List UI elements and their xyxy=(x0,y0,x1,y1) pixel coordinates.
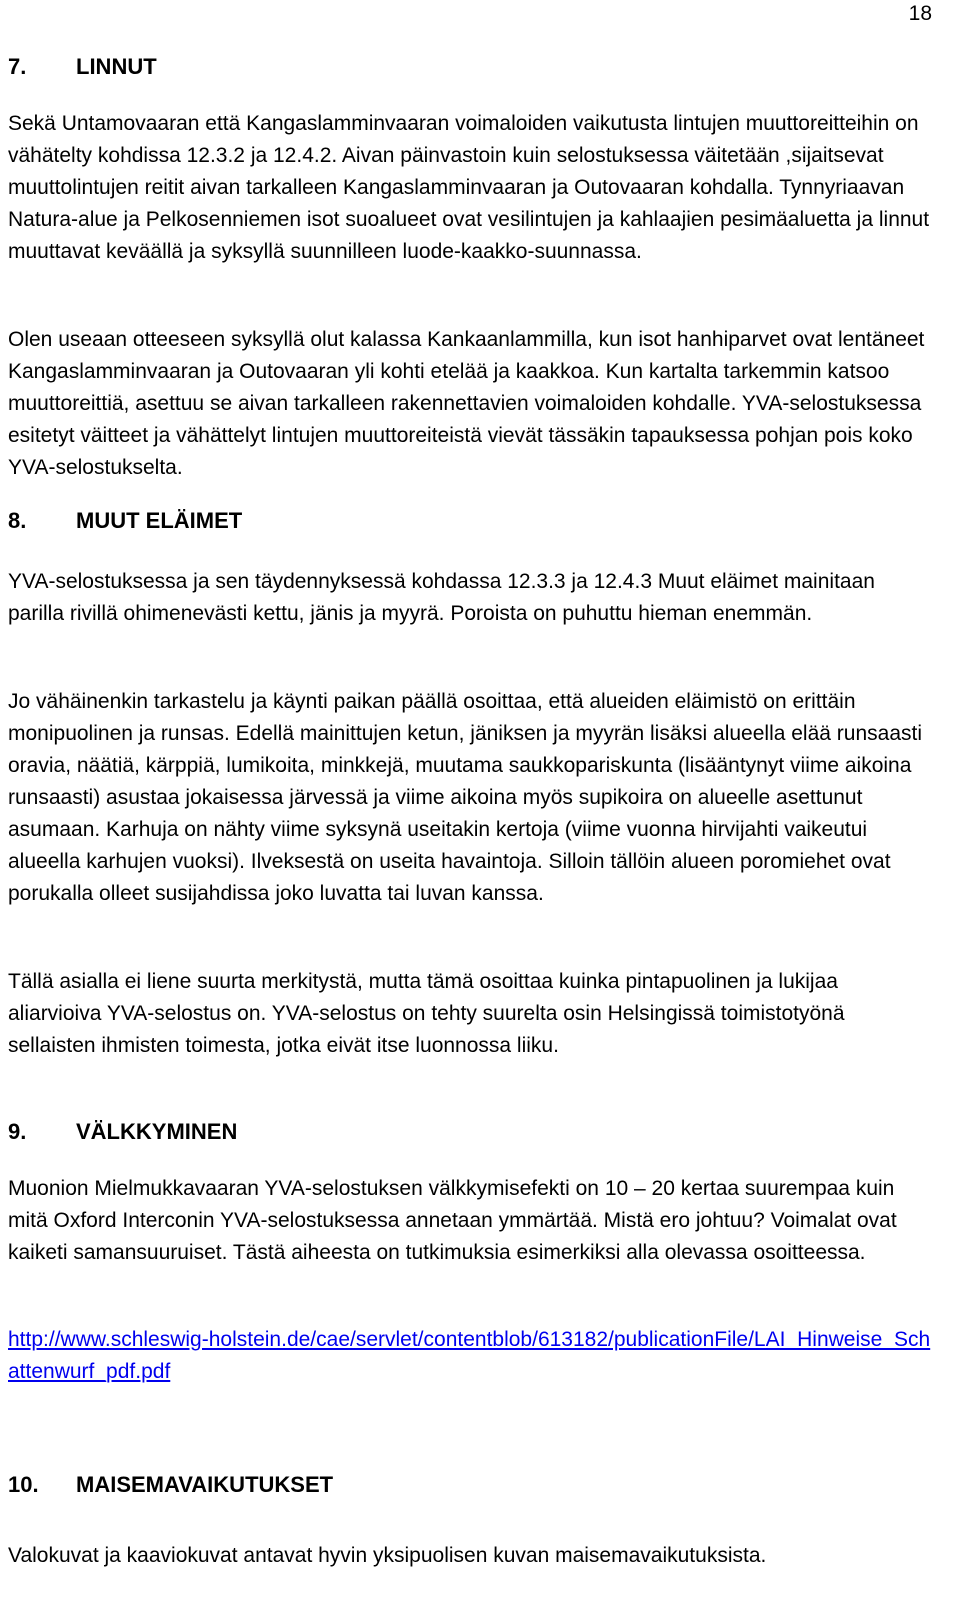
paragraph: Valokuvat ja kaaviokuvat antavat hyvin yksipuolisen kuvan maisemavaikutuksista. xyxy=(8,1544,767,1567)
section-heading-8 xyxy=(8,508,242,534)
paragraph: YVA-selostuksessa ja sen täydennyksessä kohdassa 12.3.3 ja 12.4.3 Muut eläimet mainitaan parilla rivillä ohimenevästi kettu, jänis ja myyrä. Poroista on puhuttu hieman enemmän. xyxy=(8,570,875,625)
paragraph: Sekä Untamovaaran että Kangaslamminvaaran voimaloiden vaikutusta lintujen muuttoreitteihin on vähätelty kohdissa 12.3.2 ja 12.4.2. Aivan päinvastoin kuin selostuksessa väitetään ,sijaitsevat muuttolintujen reitit aivan tarkalleen Kangaslamminvaaran ja Outovaaran kohdalla. Tynnyriaavan Natura-alue ja Pelkosenniemen isot suoalueet ovat vesilintujen ja kahlaajien pesimäaluetta ja linnut muuttavat keväällä ja syksyllä suunnilleen luode-kaakko-suunnassa. xyxy=(8,112,930,263)
page-number: 18 xyxy=(908,2,932,25)
section-title: MUUT ELÄIMET xyxy=(76,508,243,533)
section-heading-7 xyxy=(8,54,157,80)
section-title: VÄLKKYMINEN xyxy=(76,1119,238,1144)
section-heading-10 xyxy=(8,1472,333,1498)
paragraph: Muonion Mielmukkavaaran YVA-selostuksen välkkymisefekti on 10 – 20 kertaa suurempaa kuin mitä Oxford Interconin YVA-selostuksessa annetaan ymmärtää. Mistä ero johtuu? Voimalat ovat kaiketi samansuuruiset. Tästä aiheesta on tutkimuksia esimerkiksi alla olevassa osoitteessa. xyxy=(8,1177,897,1264)
reference-link[interactable]: http://www.schleswig-holstein.de/cae/servlet/contentblob/613182/publicationFile/LAI_Hinweise_Schattenwurf_pdf.pdf xyxy=(8,1328,931,1383)
section-title: MAISEMAVAIKUTUKSET xyxy=(76,1472,334,1497)
section-number: 8. xyxy=(8,508,27,533)
section-title: LINNUT xyxy=(76,54,157,79)
paragraph: Tällä asialla ei liene suurta merkitystä, mutta tämä osoittaa kuinka pintapuolinen ja lukijaa aliarvioiva YVA-selostus on. YVA-selostus on tehty suurelta osin Helsingissä toimistotyönä sellaisten ihmisten toimesta, jotka eivät itse luonnossa liiku. xyxy=(8,970,845,1057)
section-heading-9 xyxy=(8,1119,237,1145)
section-number: 10. xyxy=(8,1472,39,1497)
paragraph: Jo vähäinenkin tarkastelu ja käynti paikan päällä osoittaa, että alueiden eläimistö on erittäin monipuolinen ja runsas. Edellä mainittujen ketun, jäniksen ja myyrän lisäksi alueella elää runsaasti oravia, näätiä, kärppiä, lumikoita, minkkejä, muutama saukkopariskunta (lisääntynyt viime aikoina runsaasti) asustaa jokaisessa järvessä ja viime aikoina myös supikoira on alueelle asettunut asumaan. Karhuja on nähty viime syksynä useitakin kertoja (viime vuonna hirvijahti vaikeutui alueella karhujen vuoksi). Ilveksestä on useita havaintoja. Silloin tällöin alueen poromiehet ovat porukalla olleet susijahdissa joko luvatta tai luvan kanssa. xyxy=(8,690,923,905)
section-number: 7. xyxy=(8,54,27,79)
section-number: 9. xyxy=(8,1119,27,1144)
paragraph: Olen useaan otteeseen syksyllä olut kalassa Kankaanlammilla, kun isot hanhiparvet ovat lentäneet Kangaslamminvaaran ja Outovaaran yli kohti etelää ja kaakkoa. Kun kartalta tarkemmin katsoo muuttoreittiä, asettuu se aivan tarkalleen rakennettavien voimaloiden kohdalle. YVA-selostuksessa esitetyt väitteet ja vähättelyt lintujen muuttoreiteistä vievät tässäkin tapauksessa pohjan pois koko YVA-selostukselta. xyxy=(8,328,925,479)
